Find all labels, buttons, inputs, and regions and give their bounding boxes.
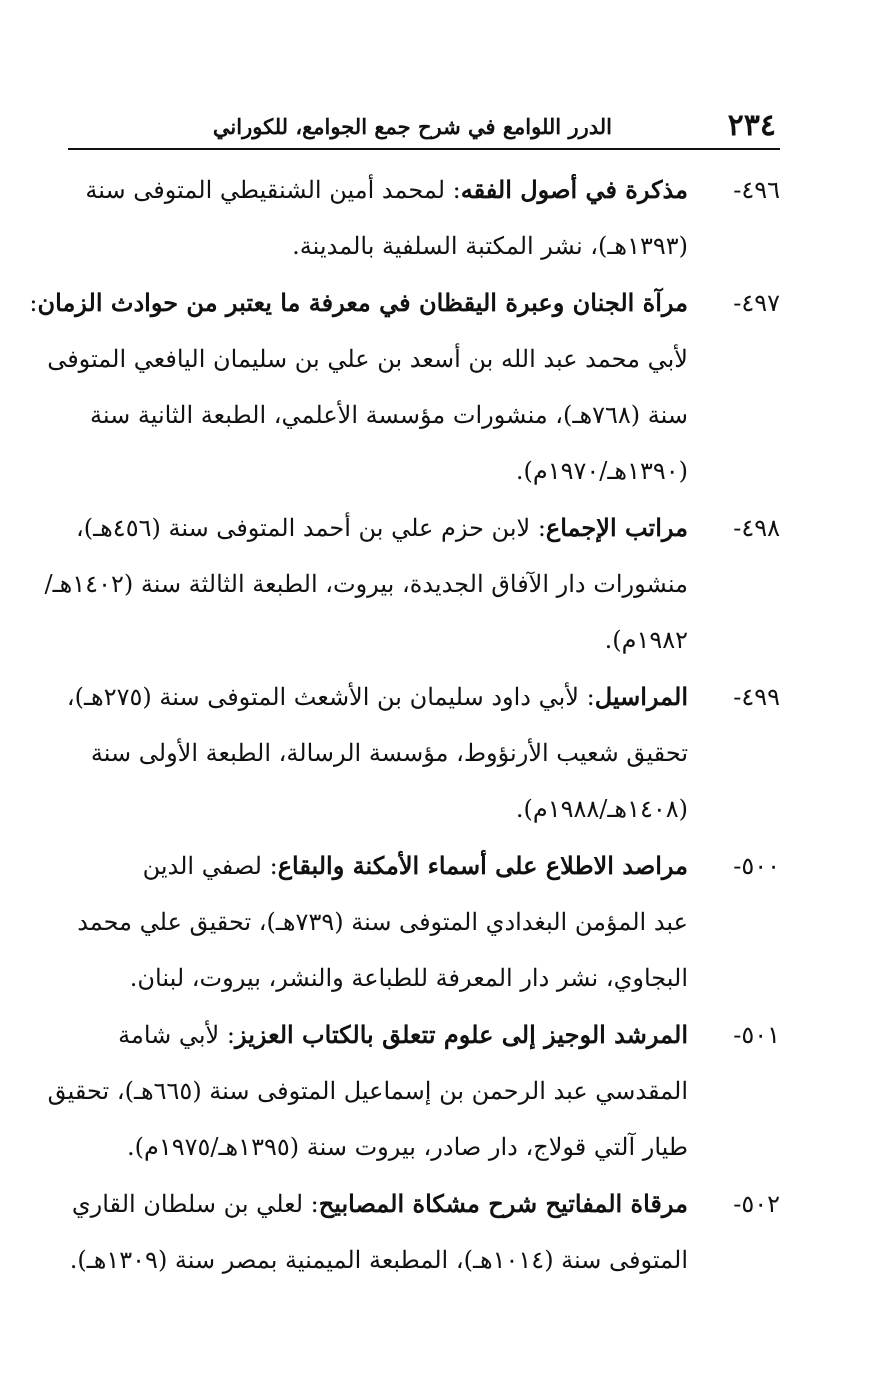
entry-first-line xyxy=(68,162,780,218)
entry-continuation-line: (١٤٠٨هـ/١٩٨٨م). xyxy=(515,795,688,823)
entry-continuation-line: منشورات دار الآفاق الجديدة، بيروت، الطبعة الثالثة سنة (١٤٠٢هـ/ xyxy=(44,570,688,598)
bibliography-list xyxy=(29,162,780,1288)
entry-title: مرآة الجنان وعبرة اليقظان في معرفة ما يعتبر من حوادث الزمان xyxy=(37,288,688,317)
entry-title: مراتب الإجماع xyxy=(545,513,688,542)
bibliography-entry xyxy=(68,838,780,1006)
entry-continuation-line: تحقيق شعيب الأرنؤوط، مؤسسة الرسالة، الطبعة الأولى سنة xyxy=(90,739,688,767)
entry-continuation-line: عبد المؤمن البغدادي المتوفى سنة (٧٣٩هـ)، تحقيق علي محمد xyxy=(77,908,688,936)
entry-continuation-line: سنة (٧٦٨هـ)، منشورات مؤسسة الأعلمي، الطبعة الثانية سنة xyxy=(89,401,688,429)
running-title: الدرر اللوامع في شرح جمع الجوامع، للكوراني xyxy=(212,114,612,139)
entry-continuation-line: طيار آلتي قولاج، دار صادر، بيروت سنة (١٣٩٥هـ/١٩٧٥م). xyxy=(126,1133,688,1161)
entry-first-line xyxy=(29,275,780,331)
entry-continuation-line: البجاوي، نشر دار المعرفة للطباعة والنشر، بيروت، لبنان. xyxy=(129,964,688,992)
entry-text: : لابن حزم علي بن أحمد المتوفى سنة (٤٥٦هـ)، xyxy=(76,514,546,542)
entry-first-line xyxy=(68,500,780,556)
bibliography-entry xyxy=(68,669,780,837)
entry-text: : لأبي شامة xyxy=(118,1021,235,1049)
entry-title: مرقاة المفاتيح شرح مشكاة المصابيح xyxy=(318,1189,688,1218)
entry-text: : لأبي داود سليمان بن الأشعث المتوفى سنة (٢٧٥هـ)، xyxy=(66,683,595,711)
entry-continuation-line: لأبي محمد عبد الله بن أسعد بن علي بن سليمان اليافعي المتوفى xyxy=(47,345,688,373)
entry-number: ٥٠٢- xyxy=(733,1190,780,1218)
entry-first-line xyxy=(68,669,780,725)
entry-number: ٤٩٧- xyxy=(733,289,780,317)
entry-continuation-line: (١٣٩٣هـ)، نشر المكتبة السلفية بالمدينة. xyxy=(292,232,688,260)
entry-text: : لصفي الدين xyxy=(142,852,278,880)
entry-number: ٥٠١- xyxy=(733,1021,780,1049)
bibliography-entry xyxy=(68,1176,780,1288)
entry-text: : لمحمد أمين الشنقيطي المتوفى سنة xyxy=(85,176,461,204)
entry-continuation-line: (١٣٩٠هـ/١٩٧٠م). xyxy=(515,457,688,485)
bibliography-entry xyxy=(47,1007,780,1175)
entry-first-line xyxy=(68,838,780,894)
entry-continuation-line: ١٩٨٢م). xyxy=(604,626,688,654)
entry-text: : لعلي بن سلطان القاري xyxy=(71,1190,319,1218)
entry-number: ٤٩٩- xyxy=(733,683,780,711)
entry-title: مراصد الاطلاع على أسماء الأمكنة والبقاع xyxy=(277,851,688,880)
entry-title: المراسيل xyxy=(594,682,688,711)
entry-continuation-line: المتوفى سنة (١٠١٤هـ)، المطبعة الميمنية بمصر سنة (١٣٠٩هـ). xyxy=(69,1246,688,1274)
bibliography-entry xyxy=(44,500,780,668)
entry-first-line xyxy=(68,1007,780,1063)
bibliography-entry xyxy=(68,162,780,274)
entry-number: ٤٩٦- xyxy=(733,176,780,204)
entry-first-line xyxy=(68,1176,780,1232)
entry-number: ٤٩٨- xyxy=(733,514,780,542)
entry-continuation-line: المقدسي عبد الرحمن بن إسماعيل المتوفى سنة (٦٦٥هـ)، تحقيق xyxy=(47,1077,688,1105)
page-header xyxy=(68,108,780,150)
entry-title: مذكرة في أصول الفقه xyxy=(460,175,688,204)
entry-title: المرشد الوجيز إلى علوم تتعلق بالكتاب العزيز xyxy=(234,1020,688,1049)
bibliography-entry xyxy=(29,275,780,499)
page-number: ٢٣٤ xyxy=(727,108,776,143)
entry-number: ٥٠٠- xyxy=(733,852,780,880)
entry-text: : xyxy=(29,289,38,317)
